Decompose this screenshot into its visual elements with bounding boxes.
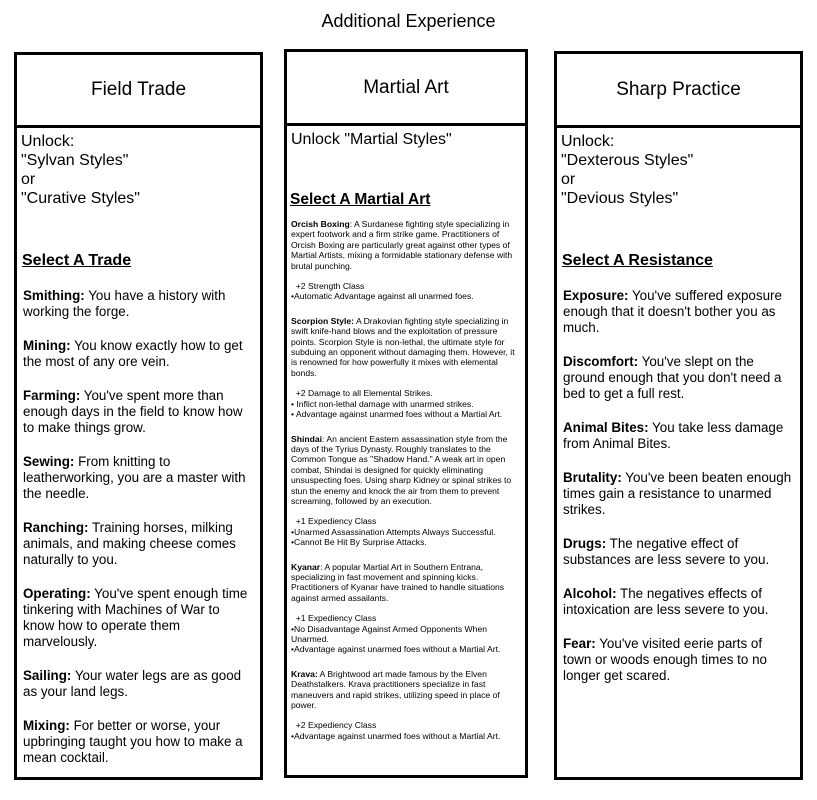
bonus-line: +2 Expediency Class	[291, 720, 377, 731]
item-description: The negative effect of substances are less severe to you.	[563, 536, 770, 567]
list-item	[291, 316, 522, 420]
list-item	[23, 338, 254, 370]
item-description: You've visited eerie parts of town or woods enough times to no longer get scared.	[563, 636, 767, 683]
item-name: Brutality:	[563, 470, 622, 485]
bonus-line: •Automatic Advantage against all unarmed foes.	[291, 291, 474, 302]
bonus-line: +1 Expediency Class	[291, 516, 377, 527]
field-trade-panel	[14, 127, 263, 780]
item-description: You've slept on the ground enough that you don't need a bed to get a full rest.	[563, 354, 782, 401]
item-description: The negatives effects of intoxication are less severe to you.	[563, 586, 769, 617]
list-item	[563, 470, 794, 518]
unlock-text: Unlock: "Sylvan Styles" or "Curative Styles"	[21, 133, 140, 207]
bonus-line: •Unarmed Assassination Attempts Always Successful.	[291, 526, 496, 537]
bonus-line: +2 Strength Class	[291, 281, 365, 292]
bonus-line: +1 Expediency Class	[291, 613, 377, 624]
item-bonuses	[291, 720, 522, 741]
list-item	[291, 562, 522, 655]
item-description: You've been beaten enough times gain a resistance to unarmed strikes.	[563, 470, 792, 517]
item-name: Farming:	[23, 388, 81, 403]
section-heading: Select A Martial Art	[290, 191, 431, 208]
item-name: Mixing:	[23, 718, 70, 733]
bonus-line: • Advantage against unarmed foes without a Martial Art.	[291, 409, 503, 420]
item-description: Your water legs are as good as your land legs.	[23, 668, 242, 699]
bonus-line: +2 Damage to all Elemental Strikes.	[291, 388, 433, 399]
item-description: A Drakovian fighting style specializing in swift knife-hand blows and the exploitation of pressure points. Scorpion Style is non-lethal, the ultimate style for subduing an opponent without damaging them. However, it is renowned for how powerfully it mixes with elemental bonds.	[291, 315, 515, 378]
unlock-text: Unlock: "Dexterous Styles" or "Devious Styles"	[561, 133, 694, 207]
list-item	[563, 586, 794, 618]
martial-art-header: Martial Art	[284, 49, 528, 126]
list-item	[563, 288, 794, 336]
list-item	[23, 586, 254, 650]
item-description: For better or worse, your upbringing taught you how to make a mean cocktail.	[23, 718, 243, 765]
section-heading: Select A Trade	[22, 252, 132, 269]
bonus-line: •Advantage against unarmed foes without a Martial Art.	[291, 730, 501, 741]
item-name: Sailing:	[23, 668, 72, 683]
list-item	[23, 388, 254, 436]
item-name: Kyanar	[291, 561, 321, 572]
item-description: You've suffered exposure enough that it doesn't bother you as much.	[563, 288, 782, 335]
list-item	[563, 420, 794, 452]
item-description: You take less damage from Animal Bites.	[563, 420, 784, 451]
martial-art-panel	[284, 125, 528, 778]
item-description: : A Surdanese fighting style specializing in expert footwork and a firm strike game. Practitioners of Orcish Boxing are particularly great against other types of Martial Artists, mixing a formidable stationary defense with brutal punching.	[291, 219, 513, 271]
item-bonuses	[291, 516, 522, 547]
bonus-line: • Inflict non-lethal damage with unarmed strikes.	[291, 398, 474, 409]
item-name: Shindai	[291, 433, 323, 444]
unlock-text: Unlock "Martial Styles"	[291, 131, 452, 148]
list-item	[291, 219, 522, 302]
item-name: Drugs:	[563, 536, 607, 551]
item-name: Fear:	[563, 636, 596, 651]
item-name: Operating:	[23, 586, 91, 601]
item-bonuses	[291, 613, 522, 655]
item-description: You've spent more than enough days in the field to know how to make things grow.	[23, 388, 243, 435]
item-description: : A popular Martial Art in Southern Entrana, specializing in fast movement and spinning kicks. Practitioners of Kyanar have trained to handle situations against armed assailants.	[291, 561, 505, 603]
item-name: Smithing:	[23, 288, 85, 303]
list-item	[291, 669, 522, 741]
page-title: Additional Experience	[321, 11, 496, 31]
bonus-line: •No Disadvantage Against Armed Opponents When Unarmed.	[291, 623, 488, 644]
list-item	[23, 668, 254, 700]
item-name: Animal Bites:	[563, 420, 649, 435]
list-item	[23, 520, 254, 568]
section-heading: Select A Resistance	[562, 252, 713, 269]
list-item	[23, 288, 254, 320]
sharp-practice-header: Sharp Practice	[554, 51, 803, 128]
item-description: Training horses, milking animals, and making cheese comes naturally to you.	[23, 520, 236, 567]
item-description: A Brightwood art made famous by the Elven Deathstalkers. Krava practitioners specialize in fast maneuvers and rapid strikes, utilizing speed in place of power.	[291, 668, 500, 711]
bonus-line: •Cannot Be Hit By Surprise Attacks.	[291, 537, 427, 548]
item-name: Orcish Boxing	[291, 219, 350, 229]
item-name: Discomfort:	[563, 354, 639, 369]
item-description: You know exactly how to get the most of any ore vein.	[23, 338, 243, 369]
sharp-practice-panel	[554, 127, 803, 780]
list-item	[563, 636, 794, 684]
item-bonuses	[291, 388, 522, 419]
item-description: From knitting to leatherworking, you are a master with the needle.	[23, 454, 246, 501]
bonus-line: •Advantage against unarmed foes without a Martial Art.	[291, 644, 501, 655]
field-trade-header: Field Trade	[14, 52, 263, 128]
item-description: You have a history with working the forge.	[23, 288, 226, 319]
item-name: Krava:	[291, 668, 318, 679]
item-name: Mining:	[23, 338, 71, 353]
item-name: Exposure:	[563, 288, 629, 303]
item-name: Sewing:	[23, 454, 75, 469]
list-item	[23, 718, 254, 766]
item-name: Alcohol:	[563, 586, 617, 601]
list-item	[563, 536, 794, 568]
list-item	[291, 434, 522, 548]
item-name: Ranching:	[23, 520, 89, 535]
list-item	[23, 454, 254, 502]
item-description: You've spent enough time tinkering with Machines of War to know how to operate them marvelously.	[23, 586, 248, 649]
item-name: Scorpion Style:	[291, 315, 355, 326]
list-item	[563, 354, 794, 402]
item-bonuses	[291, 281, 522, 302]
item-description: : An ancient Eastern assassination style from the days of the Tyrius Dynasty. Roughly translates to the Common Tongue as "Shadow Hand." A weak art in open combat, Shindai is designed for quickly eliminating unsuspecting foes. Using sharp Kidney or spinal strikes to stun the enemy and knock the air from them to prevent screaming, followed by an execution.	[291, 433, 512, 506]
